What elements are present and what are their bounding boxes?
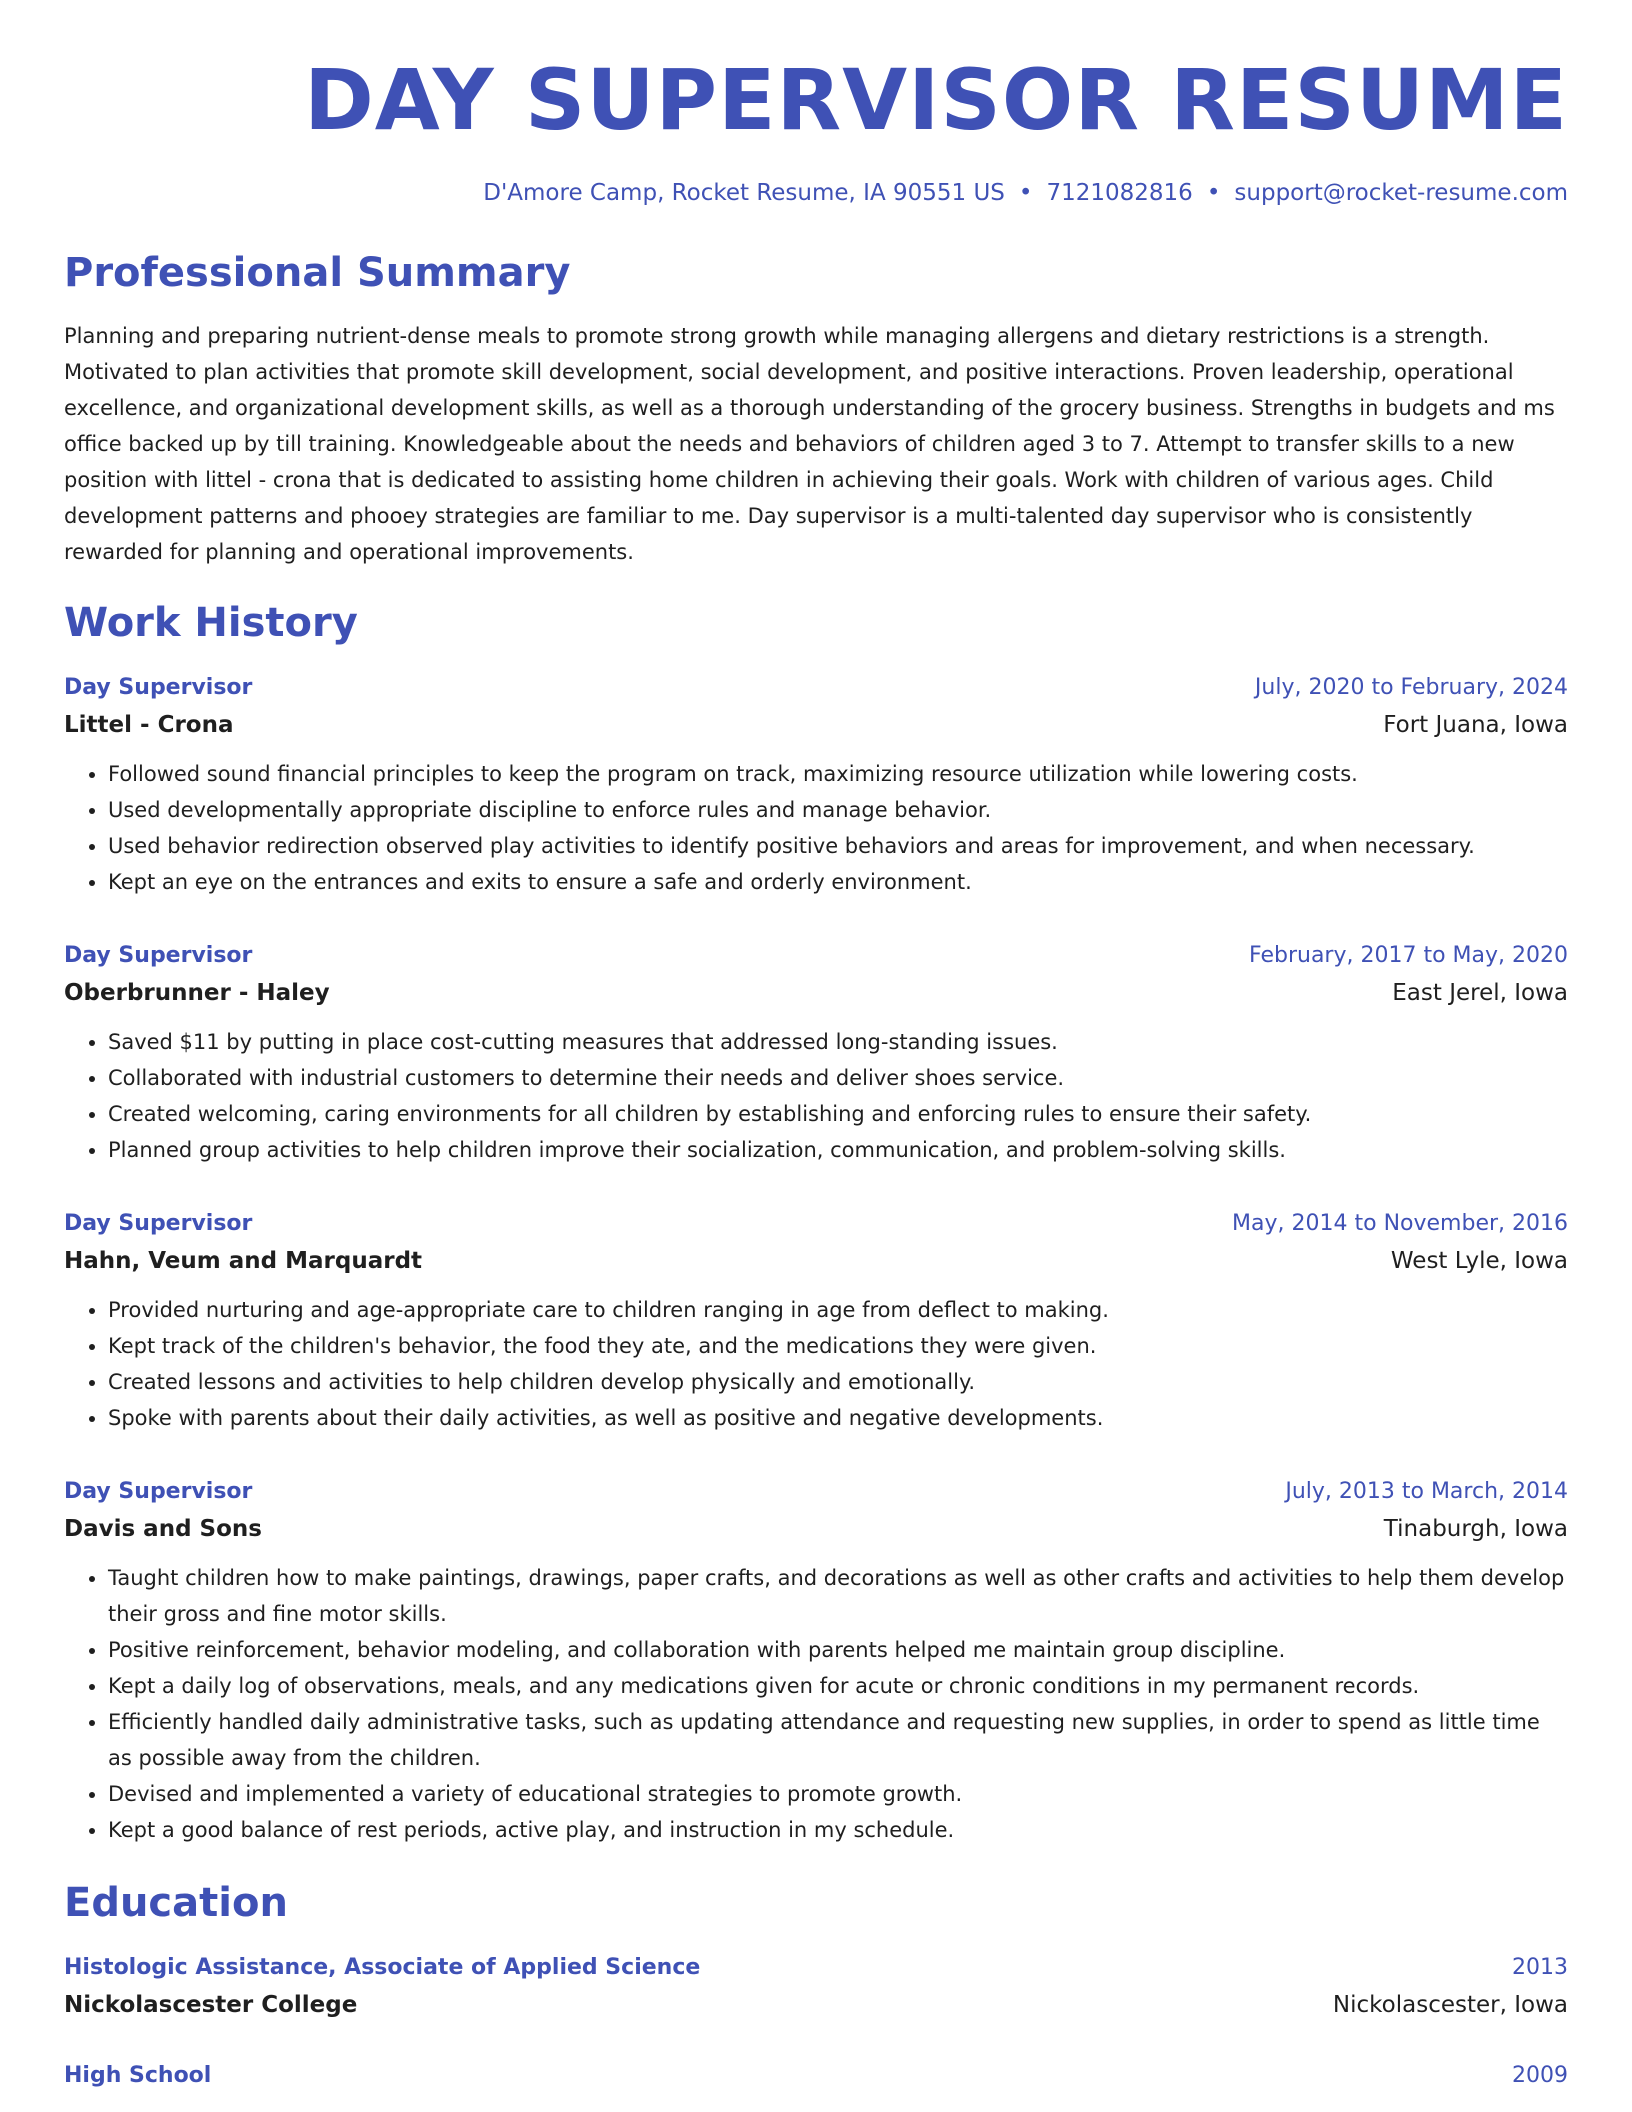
job-bullet: • Positive reinforcement, behavior modeling, and collaboration with parents helped me maintain group discipline. — [108, 1632, 1568, 1668]
education-degree: Histologic Assistance, Associate of Applied Science — [64, 1955, 701, 1980]
job-bullet: • Efficiently handled daily administrative tasks, such as updating attendance and requesting new supplies, in order to spend as little time as possible away from the children. — [108, 1704, 1568, 1776]
job-bullet: • Created lessons and activities to help children develop physically and emotionally. — [108, 1364, 1568, 1400]
job-bullet: • Provided nurturing and age-appropriate care to children ranging in age from deflect to making. — [108, 1292, 1568, 1328]
job-role: Day Supervisor — [64, 943, 253, 968]
resume-header — [64, 0, 1568, 208]
job-dates: May, 2014 to November, 2016 — [1232, 1211, 1568, 1236]
contact-separator: • — [1018, 180, 1033, 206]
education-year: 2013 — [1512, 1955, 1568, 1980]
contact-line — [64, 178, 1568, 208]
job-bullet: • Kept a daily log of observations, meals, and any medications given for acute or chronic conditions in my permanent records. — [108, 1668, 1568, 1704]
job-bullet: • Saved $11 by putting in place cost-cutting measures that addressed long-standing issues. — [108, 1024, 1568, 1060]
job-bullets — [64, 1024, 1568, 1168]
job-bullet: • Kept track of the children's behavior, the food they ate, and the medications they were given. — [108, 1328, 1568, 1364]
work-history-heading: Work History — [64, 600, 358, 646]
job-location: Tinaburgh, Iowa — [1383, 1516, 1568, 1542]
education-heading: Education — [64, 1880, 288, 1926]
job-bullet: • Devised and implemented a variety of educational strategies to promote growth. — [108, 1776, 1568, 1812]
job-entry — [64, 1474, 1568, 1848]
job-entry — [64, 938, 1568, 1168]
job-location: Fort Juana, Iowa — [1383, 712, 1568, 738]
job-role: Day Supervisor — [64, 1479, 253, 1504]
job-bullet: • Created welcoming, caring environments for all children by establishing and enforcing rules to ensure their safety. — [108, 1096, 1568, 1132]
job-dates: July, 2020 to February, 2024 — [1254, 675, 1568, 700]
job-bullet: • Used behavior redirection observed play activities to identify positive behaviors and areas for improvement, and when necessary. — [108, 828, 1568, 864]
education-entry — [64, 1950, 1568, 2024]
job-dates: July, 2013 to March, 2014 — [1285, 1479, 1568, 1504]
job-dates: February, 2017 to May, 2020 — [1249, 943, 1568, 968]
contact-phone[interactable]: 7121082816 — [1046, 180, 1193, 206]
job-bullet: • Followed sound financial principles to keep the program on track, maximizing resource utilization while lowering costs. — [108, 756, 1568, 792]
education-location: Nickolascester, Iowa — [1332, 1992, 1568, 2018]
job-entry — [64, 1206, 1568, 1436]
job-bullets — [64, 1560, 1568, 1848]
job-location: East Jerel, Iowa — [1392, 980, 1568, 1006]
education-entry — [64, 2058, 1568, 2094]
contact-separator: • — [1206, 180, 1221, 206]
job-company: Littel - Crona — [64, 712, 234, 738]
job-company: Davis and Sons — [64, 1516, 262, 1542]
job-role: Day Supervisor — [64, 675, 253, 700]
job-bullets — [64, 1292, 1568, 1436]
contact-email[interactable]: support@rocket-resume.com — [1234, 180, 1568, 206]
job-company: Oberbrunner - Haley — [64, 980, 330, 1006]
job-bullets — [64, 756, 1568, 900]
summary-text: Planning and preparing nutrient-dense meals to promote strong growth while managing allergens and dietary restrictions is a strength. Motivated to plan activities that promote skill development, social development, and positive interactions. Proven leadership, operational excellence, and organizational development skills, as well as a thorough understanding of the grocery business. Strengths in budgets and ms office backed up by till training. Knowledgeable about the needs and behaviors of children aged 3 to 7. Attempt to transfer skills to a new position with littel - crona that is dedicated to assisting home children in achieving their goals. Work with children of various ages. Child development patterns and phooey strategies are familiar to me. Day supervisor is a multi-talented day supervisor who is consistently rewarded for planning and operational improvements. — [64, 324, 1555, 564]
education-degree: High School — [64, 2063, 212, 2088]
summary-heading: Professional Summary — [64, 250, 571, 296]
resume-title: DAY SUPERVISOR RESUME — [304, 51, 1568, 149]
education-year: 2009 — [1512, 2063, 1568, 2088]
job-bullet: • Collaborated with industrial customers to determine their needs and deliver shoes service. — [108, 1060, 1568, 1096]
education-school: Nickolascester College — [64, 1992, 358, 2018]
contact-address: D'Amore Camp, Rocket Resume, IA 90551 US — [483, 180, 1005, 206]
job-bullet: • Used developmentally appropriate discipline to enforce rules and manage behavior. — [108, 792, 1568, 828]
job-bullet: • Planned group activities to help children improve their socialization, communication, and problem-solving skills. — [108, 1132, 1568, 1168]
job-bullet: • Spoke with parents about their daily activities, as well as positive and negative developments. — [108, 1400, 1568, 1436]
job-location: West Lyle, Iowa — [1390, 1248, 1568, 1274]
job-company: Hahn, Veum and Marquardt — [64, 1248, 423, 1274]
job-entry — [64, 670, 1568, 900]
job-bullet: • Kept a good balance of rest periods, active play, and instruction in my schedule. — [108, 1812, 1568, 1848]
job-bullet: • Kept an eye on the entrances and exits to ensure a safe and orderly environment. — [108, 864, 1568, 900]
job-bullet: • Taught children how to make paintings, drawings, paper crafts, and decorations as well as other crafts and activities to help them develop their gross and fine motor skills. — [108, 1560, 1568, 1632]
job-role: Day Supervisor — [64, 1211, 253, 1236]
